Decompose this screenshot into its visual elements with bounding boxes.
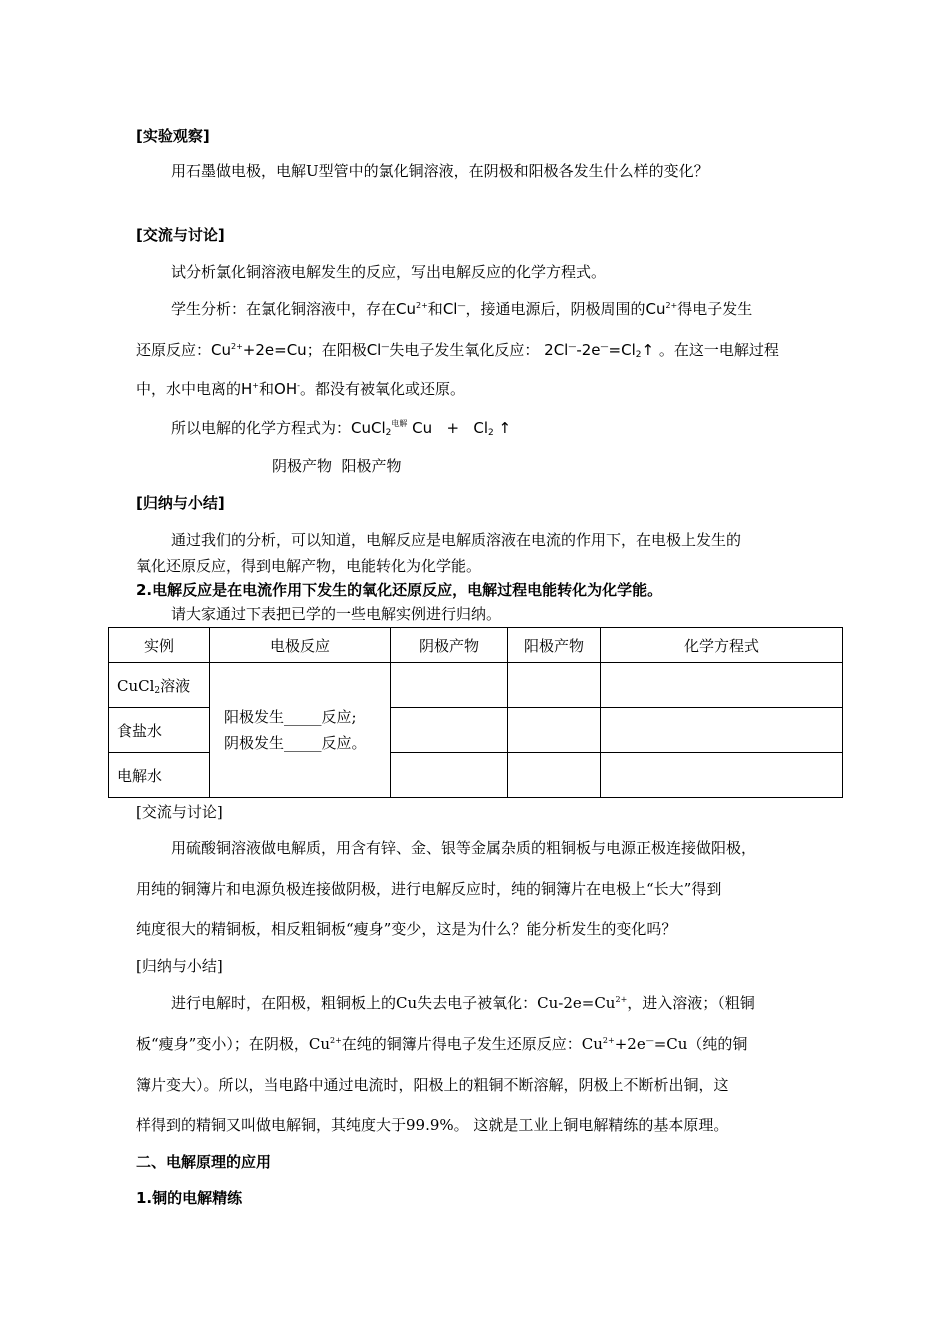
anode-product-cell bbox=[508, 708, 601, 753]
example-salt-water: 食盐水 bbox=[109, 708, 210, 753]
paragraph-summary2-line4: 样得到的精铜又叫做电解铜，其纯度大于99.9%。 这就是工业上铜电解精练的基本原理。 bbox=[136, 1116, 729, 1134]
cathode-product-cell bbox=[391, 663, 508, 708]
example-water-electrolysis: 电解水 bbox=[109, 753, 210, 798]
heading-discussion-2: [交流与讨论] bbox=[136, 803, 223, 821]
anode-product-cell bbox=[508, 753, 601, 798]
header-anode-product: 阳极产物 bbox=[508, 628, 601, 663]
header-electrode-reaction: 电极反应 bbox=[210, 628, 391, 663]
equation-cell bbox=[601, 708, 843, 753]
equation-cell bbox=[601, 663, 843, 708]
heading-summary-2: [归纳与小结] bbox=[136, 957, 223, 975]
paragraph-student-analysis-line1: 学生分析：在氯化铜溶液中，存在$Cu^{2+}$和Cl—，接通电源后，阴极周围的$Cu^{2+}$得电子发生 bbox=[171, 300, 753, 318]
subheading-copper-refining: 1.铜的电解精练 bbox=[136, 1189, 243, 1207]
cathode-product-cell bbox=[391, 708, 508, 753]
paragraph-summary-line1: 通过我们的分析，可以知道，电解反应是电解质溶液在电流的作用下，在电极上发生的 bbox=[171, 531, 742, 549]
paragraph-discussion2-line3: 纯度很大的精铜板，相反粗铜板“瘦身”变少，这是为什么？能分析发生的变化吗？ bbox=[136, 920, 677, 938]
paragraph-discussion2-line1: 用硫酸铜溶液做电解质，用含有锌、金、银等金属杂质的粗铜板与电源正极连接做阳极， bbox=[171, 839, 757, 857]
electrolysis-condition: 电解 bbox=[391, 419, 408, 428]
bold-statement: 2.电解反应是在电流作用下发生的氧化还原反应，电解过程电能转化为化学能。 bbox=[136, 581, 663, 599]
header-cathode-product: 阴极产物 bbox=[391, 628, 508, 663]
header-chemical-equation: 化学方程式 bbox=[601, 628, 843, 663]
paragraph-summary2-line2: 板“瘦身”变小）；在阴极，$Cu^{2+}$在纯的铜簿片得电子发生还原反应：$Cu^{2+}+2e^—=Cu$（纯的铜 bbox=[136, 1035, 748, 1053]
paragraph-experiment: 用石墨做电极，电解U型管中的氯化铜溶液，在阴极和阳极各发生什么样的变化？ bbox=[171, 162, 709, 180]
cathode-product-cell bbox=[391, 753, 508, 798]
heading-experiment-observation: [实验观察] bbox=[136, 127, 210, 145]
electrolysis-table bbox=[108, 627, 843, 798]
electrode-reaction-cell bbox=[210, 663, 391, 798]
heading-discussion-1: [交流与讨论] bbox=[136, 226, 225, 244]
paragraph-discussion-intro: 试分析氯化铜溶液电解发生的反应，写出电解反应的化学方程式。 bbox=[171, 263, 607, 281]
example-cucl2: CuCl$_2$溶液 bbox=[109, 663, 210, 708]
anode-product-cell bbox=[508, 663, 601, 708]
header-example: 实例 bbox=[109, 628, 210, 663]
anode-reaction-text: 阳极发生_____反应; bbox=[224, 708, 357, 726]
paragraph-summary2-line3: 簿片变大）。所以，当电路中通过电流时，阳极上的粗铜不断溶解，阴极上不断析出铜，这 bbox=[136, 1076, 729, 1094]
cathode-reaction-text: 阴极发生_____反应。 bbox=[224, 734, 367, 752]
products-label: 阴极产物 阳极产物 bbox=[272, 457, 402, 475]
paragraph-summary-line2: 氧化还原反应，得到电解产物，电能转化为化学能。 bbox=[136, 557, 482, 575]
table-header-row bbox=[109, 628, 843, 663]
paragraph-student-analysis-line2: 还原反应：$Cu^{2+}+2e=Cu$；在阳极Cl—失电子发生氧化反应： $2Cl^—-2e^—=Cl_2↑$ 。在这一电解过程 bbox=[136, 341, 779, 360]
equation-cell bbox=[601, 753, 843, 798]
paragraph-summary2-line1: 进行电解时，在阳极，粗铜板上的Cu失去电子被氧化：$Cu-2e=Cu^{2+}$，进入溶液；（粗铜 bbox=[171, 994, 755, 1012]
paragraph-student-analysis-line3: 中，水中电离的H+和OH-。都没有被氧化或还原。 bbox=[136, 380, 466, 398]
table-intro: 请大家通过下表把已学的一些电解实例进行归纳。 bbox=[171, 605, 502, 623]
chemical-equation: 所以电解的化学方程式为：CuCl$_2^{电解}$ Cu + $Cl_2$ ↑ bbox=[171, 419, 512, 438]
table-row bbox=[109, 663, 843, 708]
heading-application: 二、电解原理的应用 bbox=[136, 1153, 272, 1171]
heading-summary-1: [归纳与小结] bbox=[136, 494, 225, 512]
paragraph-discussion2-line2: 用纯的铜簿片和电源负极连接做阴极，进行电解反应时，纯的铜簿片在电极上“长大”得到 bbox=[136, 880, 722, 898]
